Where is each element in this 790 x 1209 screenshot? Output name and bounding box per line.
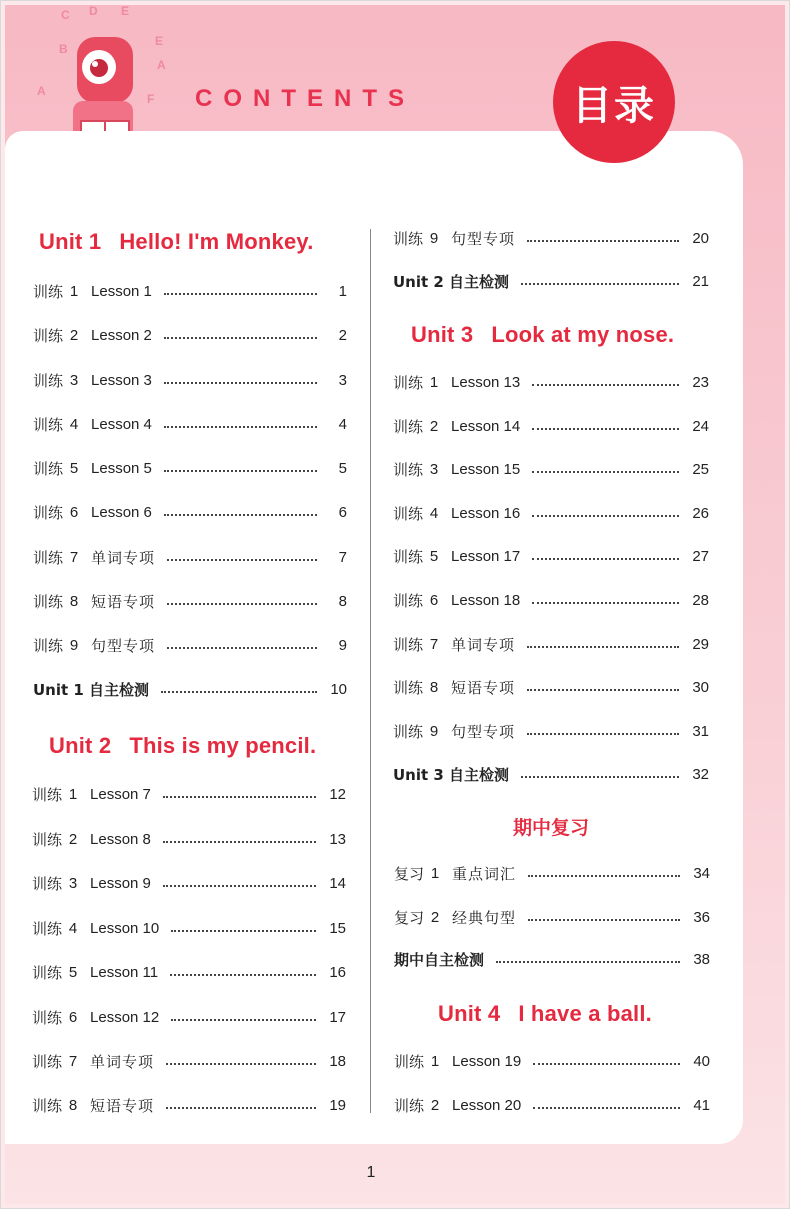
leader-dots [164, 426, 317, 428]
toc-row[interactable]: 训练 5 Lesson 5 5 [33, 459, 347, 478]
toc-row[interactable]: 训练 9 句型专项 20 [393, 229, 709, 248]
page-number: 1 [366, 1164, 376, 1181]
svg-text:A: A [37, 84, 46, 98]
toc-entry-label: 句型专项 [91, 636, 156, 655]
toc-page-number: 19 [329, 1096, 346, 1114]
svg-text:E: E [155, 34, 164, 48]
toc-page-number: 7 [338, 548, 347, 566]
toc-row[interactable]: 训练 5 Lesson 11 16 [32, 963, 346, 982]
unit-4-title: I have a ball. [518, 1001, 652, 1026]
toc-page-number: 10 [330, 680, 347, 698]
leader-dots [164, 470, 317, 472]
toc-page-number: 34 [693, 864, 710, 882]
svg-text:E: E [121, 5, 130, 18]
toc-entry-label: Lesson 6 [91, 503, 152, 521]
leader-dots [533, 1063, 680, 1065]
leader-dots [170, 974, 316, 976]
toc-page-number: 30 [692, 678, 709, 696]
column-divider [370, 229, 371, 1113]
toc-row-unit-test[interactable] [393, 269, 709, 293]
toc-page-number: 29 [692, 635, 709, 653]
toc-row[interactable]: 训练 1 Lesson 19 40 [394, 1052, 710, 1071]
leader-dots [171, 930, 316, 932]
toc-entry-label: Unit 1 自主检测 [33, 680, 150, 699]
leader-dots [532, 428, 679, 430]
leader-dots [532, 384, 679, 386]
leader-dots [533, 1107, 680, 1109]
toc-entry-label: Lesson 20 [452, 1096, 522, 1114]
toc-entry-label: Lesson 5 [91, 459, 152, 477]
toc-row[interactable]: 训练 8 短语专项 30 [393, 678, 709, 697]
toc-entry-label: Lesson 4 [91, 415, 152, 433]
leader-dots [166, 1063, 316, 1065]
leader-dots [164, 382, 317, 384]
contents-title: CONTENTS [195, 85, 415, 112]
toc-row[interactable]: 训练 1 Lesson 13 23 [393, 373, 709, 392]
leader-dots [532, 602, 679, 604]
leader-dots [528, 919, 680, 921]
toc-row[interactable]: 复习 1 重点词汇 34 [394, 864, 710, 883]
toc-entry-label: Unit 3 自主检测 [393, 765, 510, 784]
toc-row[interactable]: 训练 1 Lesson 1 1 [33, 282, 347, 301]
toc-row[interactable]: 训练 4 Lesson 10 15 [32, 919, 346, 938]
svg-text:D: D [89, 5, 98, 18]
toc-entry-label: 单词专项 [90, 1052, 155, 1071]
toc-page-number: 15 [329, 919, 346, 937]
toc-page-number: 31 [692, 722, 709, 740]
toc-row[interactable]: 训练 3 Lesson 15 25 [393, 460, 709, 479]
toc-page-number: 17 [329, 1008, 346, 1026]
leader-dots [527, 240, 679, 242]
toc-entry-label: Lesson 12 [90, 1008, 160, 1026]
toc-page-number: 4 [338, 415, 347, 433]
leader-dots [164, 293, 317, 295]
unit-2-label: Unit 2 [49, 733, 112, 758]
toc-row[interactable]: 训练 3 Lesson 3 3 [33, 371, 347, 390]
toc-page-number: 2 [338, 326, 347, 344]
leader-dots [163, 885, 316, 887]
leader-dots [521, 283, 679, 285]
toc-row[interactable]: 训练 6 Lesson 6 6 [33, 503, 347, 522]
toc-row[interactable]: 训练 4 Lesson 16 26 [393, 504, 709, 523]
leader-dots [527, 689, 679, 691]
toc-row[interactable]: 训练 2 Lesson 20 41 [394, 1096, 710, 1115]
unit-1-label: Unit 1 [39, 229, 102, 254]
toc-entry-label: Lesson 9 [90, 874, 151, 892]
unit-4-label: Unit 4 [438, 1001, 501, 1026]
toc-entry-label: Lesson 3 [91, 371, 152, 389]
leader-dots [171, 1019, 316, 1021]
toc-page-number: 18 [329, 1052, 346, 1070]
toc-row[interactable]: 训练 7 单词专项 7 [33, 548, 347, 567]
leader-dots [532, 471, 679, 473]
toc-entry-label: Lesson 13 [451, 373, 521, 391]
leader-dots [167, 559, 317, 561]
toc-page-number: 25 [692, 460, 709, 478]
toc-entry-label: Lesson 11 [90, 963, 159, 981]
toc-row[interactable]: 训练 9 句型专项 31 [393, 722, 709, 741]
toc-row[interactable]: 训练 6 Lesson 12 17 [32, 1008, 346, 1027]
toc-page-number: 9 [338, 636, 347, 654]
toc-page-number: 6 [338, 503, 347, 521]
unit-3-label: Unit 3 [411, 322, 474, 347]
toc-entry-label: 期中自主检测 [394, 950, 485, 969]
toc-page-number: 21 [692, 272, 709, 290]
leader-dots [532, 515, 679, 517]
toc-row[interactable]: 训练 7 单词专项 18 [32, 1052, 346, 1071]
leader-dots [527, 646, 679, 648]
toc-entry-label: Lesson 19 [452, 1052, 522, 1070]
toc-page-number: 40 [693, 1052, 710, 1070]
midterm-review-heading[interactable]: 期中复习 [512, 817, 589, 839]
toc-row[interactable]: 训练 8 短语专项 8 [33, 592, 347, 611]
toc-entry-label: 短语专项 [90, 1096, 155, 1115]
leader-dots [167, 647, 317, 649]
toc-page-number: 3 [338, 371, 347, 389]
toc-row-midterm-test[interactable] [394, 947, 710, 971]
leader-dots [163, 796, 316, 798]
toc-entry-label: Lesson 8 [90, 830, 151, 848]
toc-page-number: 16 [329, 963, 346, 981]
svg-text:F: F [147, 92, 155, 106]
toc-entry-label: 短语专项 [91, 592, 156, 611]
leader-dots [167, 603, 317, 605]
svg-text:C: C [61, 8, 70, 22]
toc-entry-label: Lesson 1 [91, 282, 152, 300]
toc-page-number: 5 [338, 459, 347, 477]
leader-dots [161, 691, 317, 693]
toc-row[interactable]: 训练 5 Lesson 17 27 [393, 547, 709, 566]
toc-entry-label: Lesson 14 [451, 417, 521, 435]
unit-1-title: Hello! I'm Monkey. [119, 229, 314, 254]
toc-page-number: 24 [692, 417, 709, 435]
toc-row[interactable]: 训练 4 Lesson 4 4 [33, 415, 347, 434]
toc-entry-label: 短语专项 [451, 678, 516, 697]
toc-entry-label: Lesson 17 [451, 547, 521, 565]
toc-entry-label: 经典句型 [452, 908, 517, 927]
toc-entry-label: Lesson 16 [451, 504, 521, 522]
toc-entry-label: Lesson 7 [90, 785, 151, 803]
toc-row[interactable]: 训练 6 Lesson 18 28 [393, 591, 709, 610]
leader-dots [528, 875, 680, 877]
leader-dots [527, 733, 679, 735]
toc-page-number: 13 [329, 830, 346, 848]
toc-row[interactable]: 训练 2 Lesson 14 24 [393, 417, 709, 436]
toc-entry-label: 句型专项 [451, 722, 516, 741]
toc-row[interactable]: 训练 1 Lesson 7 12 [32, 785, 346, 804]
toc-page-number: 28 [692, 591, 709, 609]
toc-entry-label: Unit 2 自主检测 [393, 272, 510, 291]
toc-entry-label: 句型专项 [451, 229, 516, 248]
toc-row[interactable]: 训练 3 Lesson 9 14 [32, 874, 346, 893]
toc-entry-label: 单词专项 [451, 635, 516, 654]
toc-badge: 目录 [553, 41, 675, 163]
toc-row[interactable]: 训练 2 Lesson 8 13 [32, 830, 346, 849]
svg-text:B: B [59, 42, 68, 56]
toc-row[interactable]: 训练 2 Lesson 2 2 [33, 326, 347, 345]
toc-page-number: 36 [693, 908, 710, 926]
toc-row[interactable]: 训练 9 句型专项 9 [33, 636, 347, 655]
toc-entry-label: Lesson 10 [90, 919, 160, 937]
toc-entry-label: 重点词汇 [452, 864, 517, 883]
leader-dots [496, 961, 680, 963]
toc-row[interactable]: 训练 7 单词专项 29 [393, 635, 709, 654]
unit-2-title: This is my pencil. [129, 733, 317, 758]
toc-entry-label: Lesson 2 [91, 326, 152, 344]
unit-2-heading[interactable] [49, 733, 316, 759]
leader-dots [532, 558, 679, 560]
toc-entry-label: 单词专项 [91, 548, 156, 567]
leader-dots [163, 841, 316, 843]
toc-page-number: 38 [693, 950, 710, 968]
toc-page-number: 20 [692, 229, 709, 247]
toc-page-number: 23 [692, 373, 709, 391]
toc-row-unit-test[interactable] [393, 762, 709, 786]
toc-page-number: 8 [338, 592, 347, 610]
toc-row[interactable]: 复习 2 经典句型 36 [394, 908, 710, 927]
toc-entry-label: Lesson 18 [451, 591, 521, 609]
toc-page-number: 14 [329, 874, 346, 892]
toc-page-number: 1 [338, 282, 347, 300]
leader-dots [521, 776, 679, 778]
toc-page-number: 27 [692, 547, 709, 565]
unit-1-heading[interactable] [39, 229, 314, 255]
unit-3-title: Look at my nose. [491, 322, 675, 347]
toc-row[interactable]: 训练 8 短语专项 19 [32, 1096, 346, 1115]
leader-dots [166, 1107, 316, 1109]
toc-page-number: 26 [692, 504, 709, 522]
toc-page-number: 32 [692, 765, 709, 783]
svg-text:A: A [157, 58, 166, 72]
toc-page-number: 12 [329, 785, 346, 803]
unit-3-heading[interactable] [411, 322, 674, 348]
toc-page-number: 41 [693, 1096, 710, 1114]
toc-entry-label: Lesson 15 [451, 460, 521, 478]
leader-dots [164, 514, 317, 516]
unit-4-heading[interactable] [438, 1001, 652, 1027]
toc-row-unit-test[interactable] [33, 677, 347, 701]
leader-dots [164, 337, 317, 339]
